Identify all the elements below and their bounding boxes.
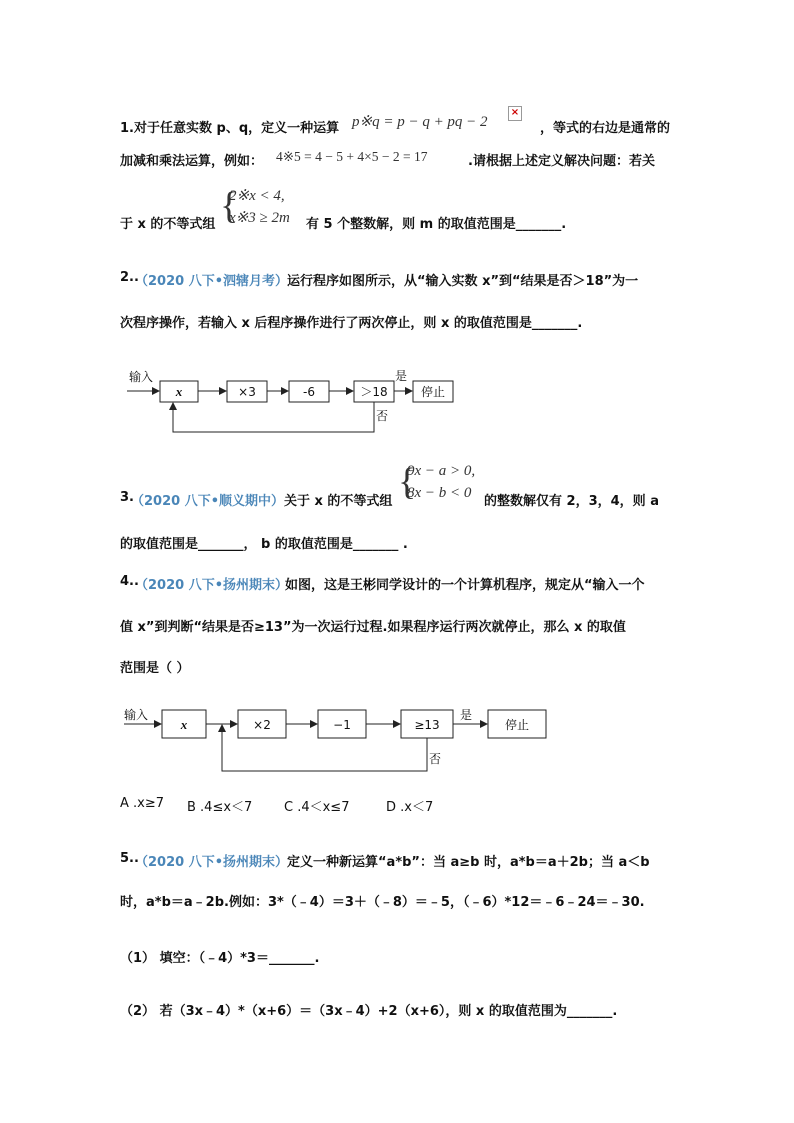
q4-line3: 范围是（ ）	[120, 661, 190, 676]
q4-option-a: A .x≥7	[120, 796, 165, 811]
q1-system-line2: x※3 ≥ 2m	[229, 210, 290, 226]
q2-line1: 运行程序如图所示，从“输入实数 x”到“结果是否＞18”为一	[287, 274, 639, 289]
flow-box-stop-label: 停止	[504, 718, 530, 732]
flow-no-label: 否	[429, 752, 442, 766]
q3-number: 3.	[120, 490, 134, 505]
left-brace-icon: {	[398, 461, 417, 503]
q3-line1-a: 关于 x 的不等式组	[284, 494, 393, 509]
q5-part1: （1） 填空：（﹣4）*3＝_______.	[120, 951, 320, 966]
q4-number: 4..	[120, 574, 139, 589]
flow-box-subtract-label: −1	[333, 718, 351, 732]
q5-line2: 时，a*b＝a﹣2b.例如：3*（﹣4）＝3＋（﹣8）＝﹣5，（﹣6）*12＝﹣6﹣24＝﹣30.	[120, 895, 645, 910]
flow-no-label: 否	[376, 409, 389, 423]
q1-line1-a: 1.对于任意实数 p、q，定义一种运算	[120, 121, 340, 136]
q5-part2: （2） 若（3x﹣4）*（x+6）＝（3x﹣4）+2（x+6），则 x 的取值范围为_______.	[120, 1004, 618, 1019]
left-brace-icon: {	[220, 185, 239, 227]
q5-line1: 定义一种新运算“a*b”：当 a≥b 时，a*b＝a＋2b；当 a＜b	[287, 855, 650, 870]
q1-formula: p※q = p − q + pq − 2	[352, 114, 488, 130]
flow-box-multiply-label: ×2	[253, 718, 271, 732]
q3-source: （2020 八下•顺义期中）	[131, 494, 285, 509]
q2-flowchart	[120, 365, 470, 440]
q3-line1-b: 的整数解仅有 2，3，4，则 a	[484, 494, 659, 509]
q4-option-b: B .4≤x＜7	[187, 800, 253, 815]
q1-line3-b: 有 5 个整数解，则 m 的取值范围是_______.	[306, 217, 567, 232]
flow-input-label: 输入	[124, 708, 149, 722]
q3-system-line2: 8x − b < 0	[407, 485, 472, 501]
flow-yes-label: 是	[395, 369, 408, 383]
q3-line2: 的取值范围是_______， b 的取值范围是_______ .	[120, 537, 408, 552]
q2-source: （2020 八下•泗辖月考）	[135, 274, 289, 289]
flow-box-subtract-label: -6	[303, 385, 315, 399]
flow-box-compare-label: ≥13	[414, 718, 440, 732]
q4-line1: 如图，这是王彬同学设计的一个计算机程序，规定从“输入一个	[285, 578, 645, 593]
q4-option-c: C .4＜x≤7	[284, 800, 350, 815]
flow-box-stop-label: 停止	[420, 385, 446, 399]
q4-source: （2020 八下•扬州期末）	[135, 578, 289, 593]
q2-number: 2..	[120, 270, 139, 285]
q1-line2-b: .请根据上述定义解决问题：若关	[468, 154, 655, 169]
q3-system-line1: 9x − a > 0,	[407, 463, 476, 479]
q5-number: 5..	[120, 851, 139, 866]
flow-box-multiply-label: ×3	[238, 385, 256, 399]
flow-loop-arrow	[173, 402, 374, 432]
q1-line1-b: ，等式的右边是通常的	[540, 121, 671, 136]
q4-line2: 值 x”到判断“结果是否≥13”为一次运行过程.如果程序运行两次就停止，那么 x 的取值	[120, 620, 626, 635]
flow-box-compare-label: ＞18	[360, 385, 388, 399]
flow-box-x-label: x	[180, 717, 188, 732]
q4-flowchart	[120, 700, 560, 778]
q1-system-line1: 2※x < 4,	[229, 188, 285, 204]
q1-line3-a: 于 x 的不等式组	[120, 217, 216, 232]
flow-input-label: 输入	[129, 370, 154, 384]
q1-line2-a: 加减和乘法运算，例如：	[120, 154, 264, 169]
q4-option-d: D .x＜7	[386, 800, 434, 815]
q1-example: 4※5 = 4 − 5 + 4×5 − 2 = 17	[276, 149, 428, 164]
q5-source: （2020 八下•扬州期末）	[135, 855, 289, 870]
q2-line2: 次程序操作，若输入 x 后程序操作进行了两次停止，则 x 的取值范围是_______.	[120, 316, 583, 331]
flow-yes-label: 是	[460, 708, 473, 722]
broken-image-icon: ×	[508, 106, 522, 121]
flow-box-x-label: x	[175, 384, 183, 399]
